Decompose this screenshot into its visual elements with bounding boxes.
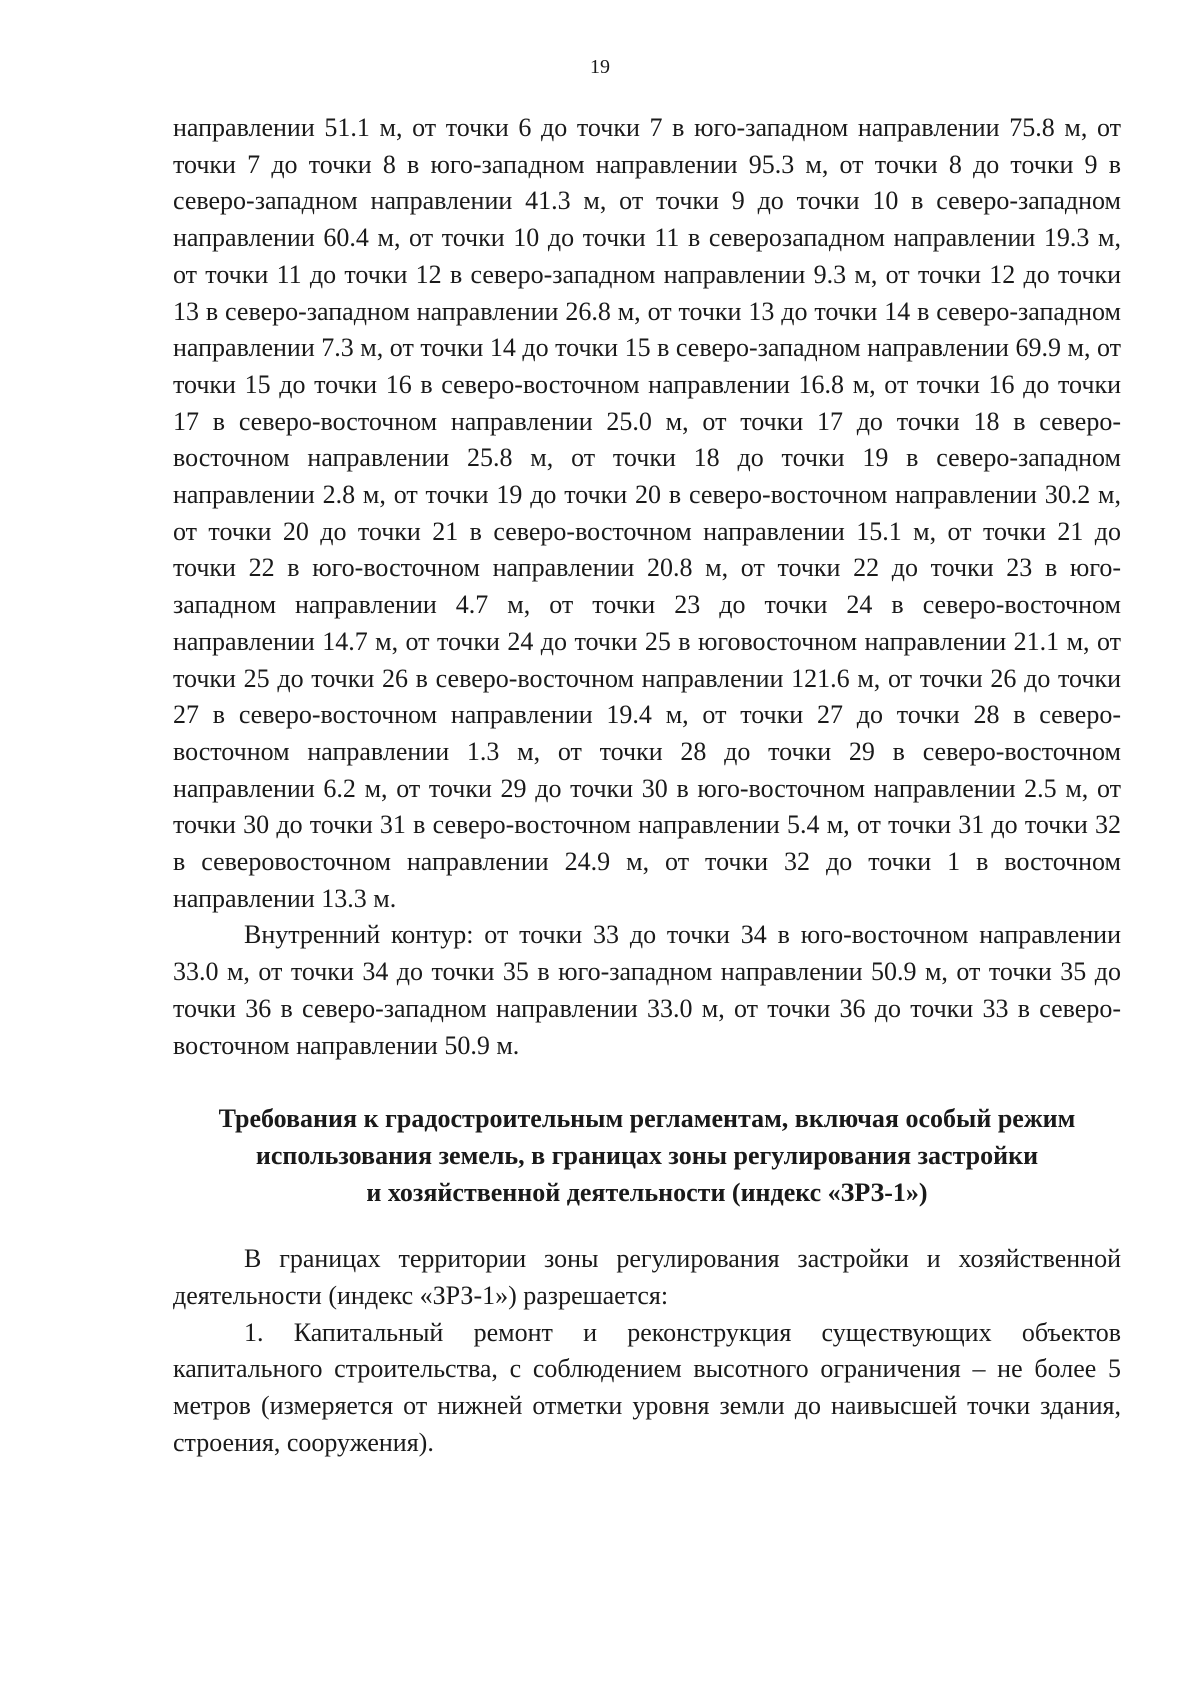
document-body bbox=[173, 110, 1121, 1462]
page-number: 19 bbox=[590, 56, 610, 78]
section-heading-line-1: Требования к градостроительным регламентам, включая особый режим bbox=[218, 1104, 1076, 1134]
section-heading-line-2: использования земель, в границах зоны регулирования застройки bbox=[255, 1141, 1039, 1171]
boundary-description-paragraph: направлении 51.1 м, от точки 6 до точки 7 в юго-западном направлении 75.8 м, от точки 7 до точки 8 в юго-западном направлении 95.3 м, от точки 8 до точки 9 в северо-западном направлении 41.3 м, от точки 9 до точки 10 в северо-западном направлении 60.4 м, от точки 10 до точки 11 в северозападном направлении 19.3 м, от точки 11 до точки 12 в северо-западном направлении 9.3 м, от точки 12 до точки 13 в северо-западном направлении 26.8 м, от точки 13 до точки 14 в северо-западном направлении 7.3 м, от точки 14 до точки 15 в северо-западном направлении 69.9 м, от точки 15 до точки 16 в северо-восточном направлении 16.8 м, от точки 16 до точки 17 в северо-восточном направлении 25.0 м, от точки 17 до точки 18 в северовосточном направлении 25.8 м, от точки 18 до точки 19 в северо-западном направлении 2.8 м, от точки 19 до точки 20 в северо-восточном направлении 30.2 м, от точки 20 до точки 21 в северо-восточном направлении 15.1 м, от точки 21 до точки 22 в юго-восточном направлении 20.8 м, от точки 22 до точки 23 в юго-западном направлении 4.7 м, от точки 23 до точки 24 в северо-восточном направлении 14.7 м, от точки 24 до точки 25 в юговосточном направлении 21.1 м, от точки 25 до точки 26 в северо-восточном направлении 121.6 м, от точки 26 до точки 27 в северо-восточном направлении 19.4 м, от точки 27 до точки 28 в северо-восточном направлении 1.3 м, от точки 28 до точки 29 в северо-восточном направлении 6.2 м, от точки 29 до точки 30 в юго-восточном направлении 2.5 м, от точки 30 до точки 31 в северо-восточном направлении 5.4 м, от точки 31 до точки 32 в северовосточном направлении 24.9 м, от точки 32 до точки 1 в восточном направлении 13.3 м. bbox=[173, 113, 1121, 913]
section-heading-line-3: и хозяйственной деятельности (индекс «ЗРЗ-1») bbox=[366, 1178, 928, 1208]
section-heading bbox=[173, 1100, 1121, 1211]
permission-item-1: 1. Капитальный ремонт и реконструкция существующих объектов капитального строительства, с соблюдением высотного ограничения – не более 5 метров (измеряется от нижней отметки уровня земли до наивысшей точки здания, строения, сооружения). bbox=[173, 1317, 1121, 1457]
inner-contour-paragraph: Внутренний контур: от точки 33 до точки 34 в юго-восточном направлении 33.0 м, от точки 34 до точки 35 в юго-западном направлении 50.9 м, от точки 35 до точки 36 в северо-западном направлении 33.0 м, от точки 36 до точки 33 в северо-восточном направлении 50.9 м. bbox=[173, 920, 1121, 1060]
permission-intro-paragraph: В границах территории зоны регулирования застройки и хозяйственной деятельности (индекс «ЗРЗ-1») разрешается: bbox=[173, 1244, 1121, 1310]
